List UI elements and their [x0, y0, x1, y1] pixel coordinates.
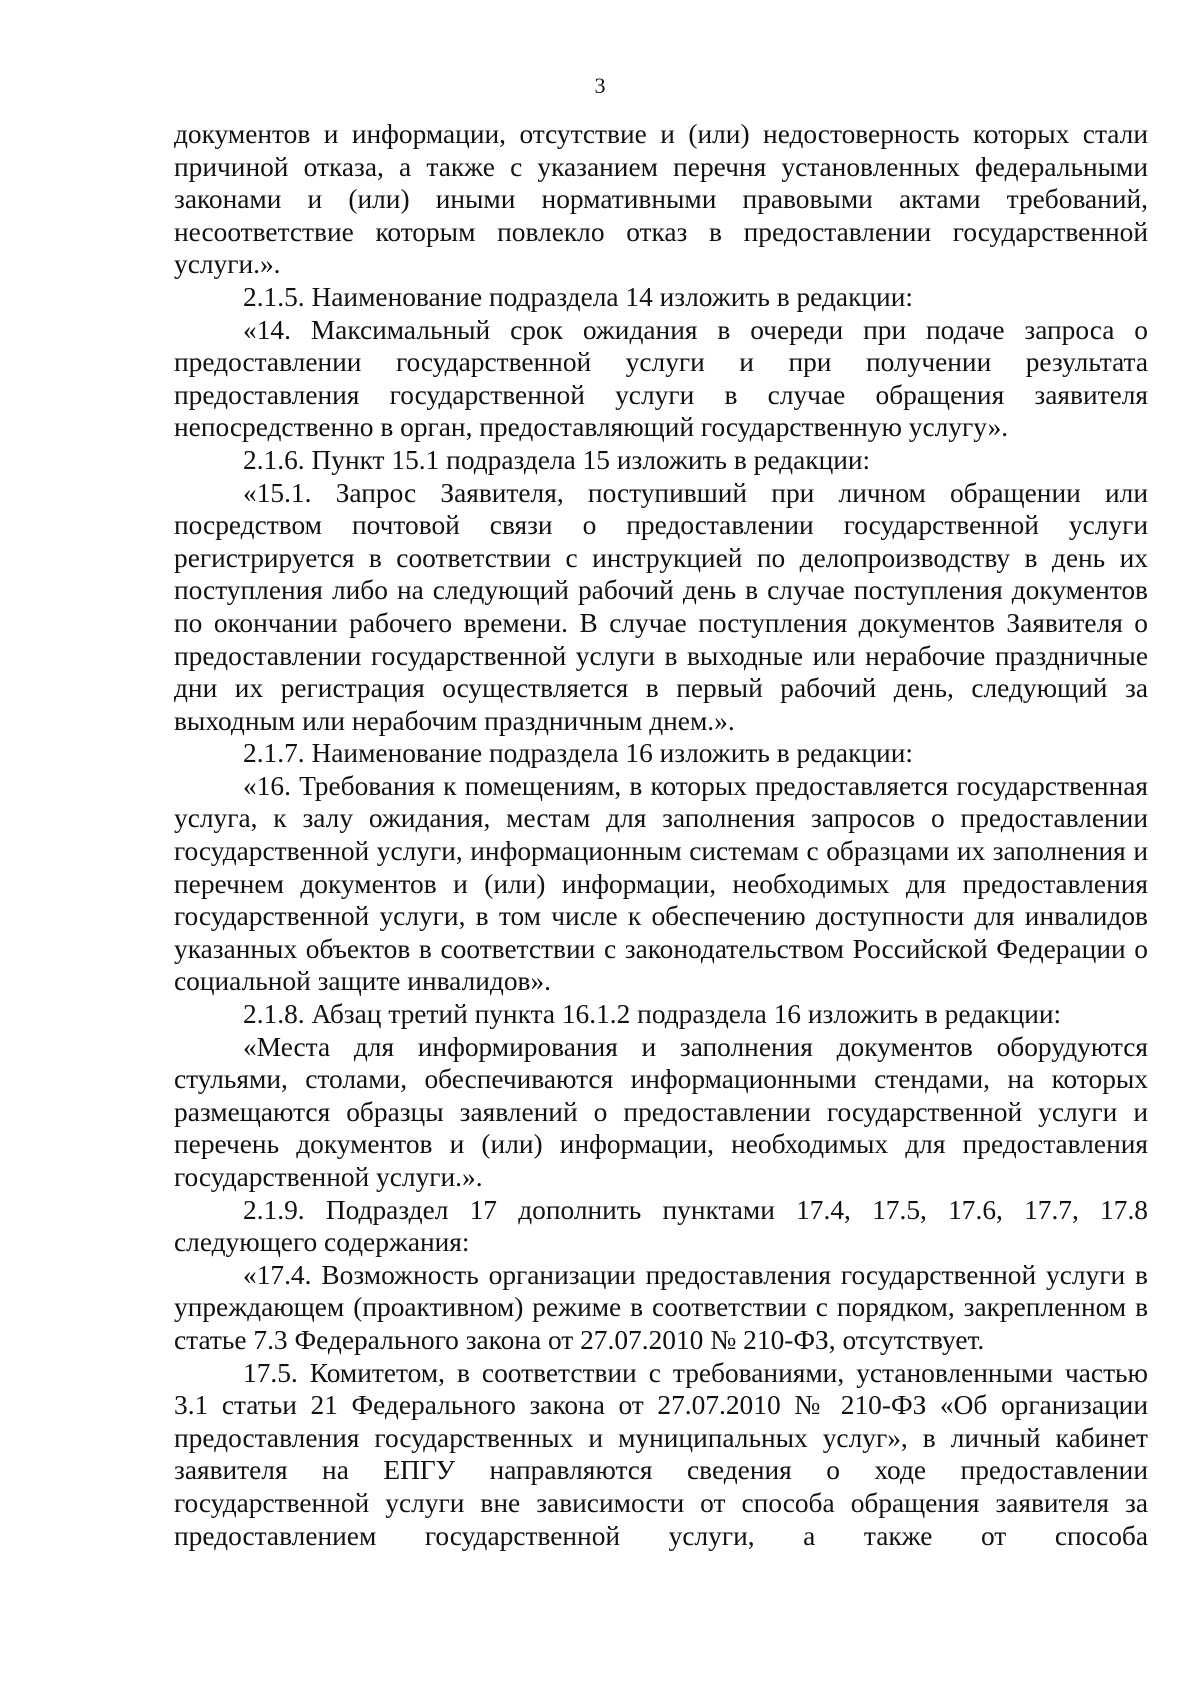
paragraph-section-17-5: 17.5. Комитетом, в соответствии с требованиями, установленными частью 3.1 статьи 21 Федерального закона от 27.07.2010 № 210-ФЗ «Об организации предоставления государственных и муниципальных услуг», в личный кабинет заявителя на ЕПГУ направляются сведения о ходе предоставлении государственной услуги вне зависимости от способа обращения заявителя за предоставлением государственной услуги, а также от способа	[174, 1357, 1148, 1551]
paragraph-section-15-1: «15.1. Запрос Заявителя, поступивший при личном обращении или посредством почтовой связи о предоставлении государственной услуги регистрируется в соответствии с инструкцией по делопроизводству в день их поступления либо на следующий рабочий день в случае поступления документов по окончании рабочего времени. В случае поступления документов Заявителя о предоставлении государственной услуги в выходные или нерабочие праздничные дни их регистрация осуществляется в первый рабочий день, следующий за выходным или нерабочим праздничным днем.».	[174, 477, 1148, 736]
paragraph-2-1-6: 2.1.6. Пункт 15.1 подраздела 15 изложить в редакции:	[243, 444, 871, 475]
paragraph-section-17-4: «17.4. Возможность организации предоставления государственной услуги в упреждающем (проактивном) режиме в соответствии с порядком, закрепленном в статье 7.3 Федерального закона от 27.07.2010 № 210-ФЗ, отсутствует.	[174, 1259, 1148, 1355]
document-body	[174, 118, 1148, 1552]
paragraph-2-1-8: 2.1.8. Абзац третий пункта 16.1.2 подраздела 16 изложить в редакции:	[243, 999, 1062, 1030]
paragraph-2-1-5: 2.1.5. Наименование подраздела 14 изложить в редакции:	[243, 281, 913, 312]
paragraph-section-14: «14. Максимальный срок ожидания в очереди при подаче запроса о предоставлении государственной услуги и при получении результата предоставления государственной услуги в случае обращения заявителя непосредственно в орган, предоставляющий государственную услугу».	[174, 314, 1148, 443]
page-number: 3	[594, 73, 606, 98]
paragraph-2-1-9: 2.1.9. Подраздел 17 дополнить пунктами 17.4, 17.5, 17.6, 17.7, 17.8 следующего содержания:	[174, 1194, 1148, 1258]
paragraph-information-places: «Места для информирования и заполнения документов оборудуются стульями, столами, обеспечиваются информационными стендами, на которых размещаются образцы заявлений о предоставлении государственной услуги и перечень документов и (или) информации, необходимых для предоставления государственной услуги.».	[174, 1031, 1148, 1192]
paragraph-section-16: «16. Требования к помещениям, в которых предоставляется государственная услуга, к залу ожидания, местам для заполнения запросов о предоставлении государственной услуги, информационным системам с образцами их заполнения и перечнем документов и (или) информации, необходимых для предоставления государственной услуги, в том числе к обеспечению доступности для инвалидов указанных объектов в соответствии с законодательством Российской Федерации о социальной защите инвалидов».	[174, 770, 1148, 997]
paragraph-2-1-7: 2.1.7. Наименование подраздела 16 изложить в редакции:	[243, 738, 913, 769]
paragraph-refusal-reasons: документов и информации, отсутствие и (или) недостоверность которых стали причиной отказа, а также с указанием перечня установленных федеральными законами и (или) иными нормативными правовыми актами требований, несоответствие которым повлекло отказ в предоставлении государственной услуги.».	[174, 119, 1148, 280]
